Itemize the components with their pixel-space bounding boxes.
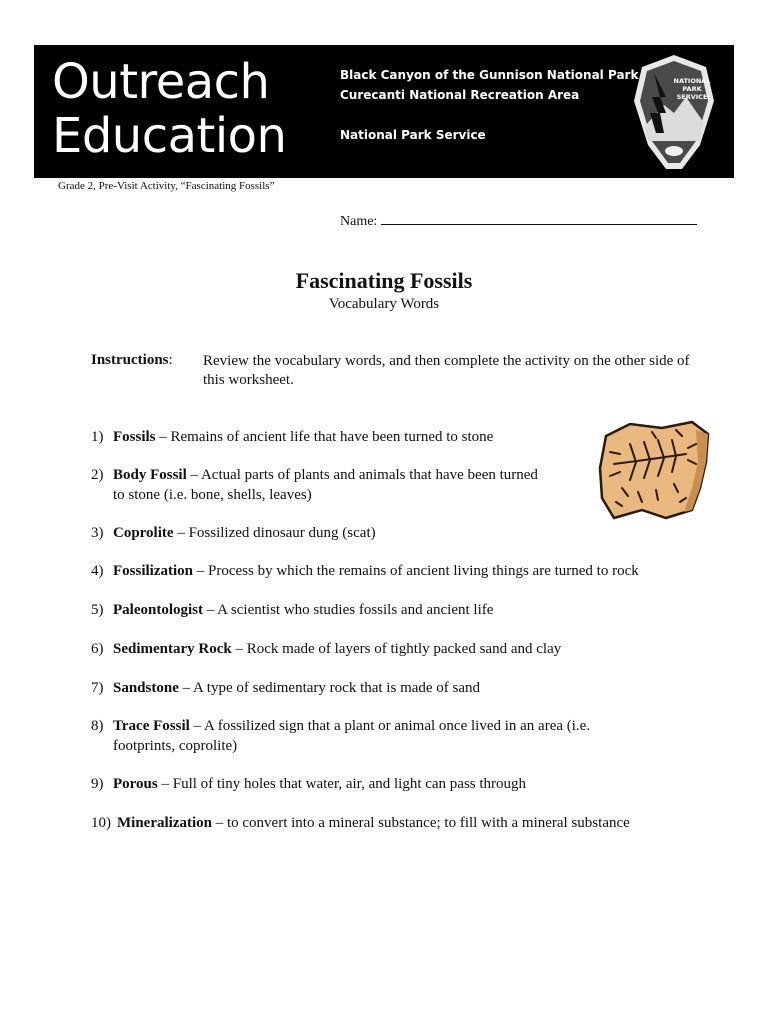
vocab-term: Body Fossil — [113, 467, 187, 483]
vocab-item: 6) Sedimentary Rock – Rock made of layers of tightly packed sand and clay — [91, 641, 562, 657]
recreation-area-name: Curecanti National Recreation Area — [340, 88, 580, 102]
vocab-definition: – A type of sedimentary rock that is made of sand — [178, 680, 481, 696]
vocab-definition-cont: footprints, coprolite) — [113, 738, 238, 754]
vocab-item: 4) Fossilization – Process by which the remains of ancient living things are turned to rock — [91, 563, 639, 579]
vocab-term: Fossils — [113, 429, 156, 445]
vocab-definition: – Full of tiny holes that water, air, and light can pass through — [157, 776, 527, 792]
vocab-term: Porous — [113, 776, 158, 792]
banner-title-line1: Outreach — [52, 54, 270, 110]
vocab-term: Trace Fossil — [113, 718, 190, 734]
name-field — [340, 212, 697, 230]
logo-text-service: SERVICE — [676, 93, 708, 101]
vocab-definition: – to convert into a mineral substance; to fill with a mineral substance — [211, 815, 630, 831]
vocab-term: Mineralization — [117, 815, 212, 831]
activity-header: Grade 2, Pre-Visit Activity, “Fascinating Fossils” — [58, 180, 275, 192]
logo-text-national: NATIONAL — [673, 77, 711, 85]
banner-title — [52, 55, 286, 163]
vocab-term: Sandstone — [113, 680, 179, 696]
vocab-term: Sedimentary Rock — [113, 641, 232, 657]
vocab-item: 1) Fossils – Remains of ancient life that have been turned to stone — [91, 429, 494, 445]
vocab-definition-cont: to stone (i.e. bone, shells, leaves) — [113, 487, 312, 503]
nps-arrowhead-logo — [630, 53, 718, 171]
instructions-label: Instructions: — [91, 352, 173, 368]
vocab-definition: – Remains of ancient life that have been turned to stone — [155, 429, 494, 445]
vocab-item: 9) Porous – Full of tiny holes that water, air, and light can pass through — [91, 776, 527, 792]
agency-name: National Park Service — [340, 128, 486, 142]
vocab-definition: – Actual parts of plants and animals that have been turned — [186, 467, 538, 483]
park-name: Black Canyon of the Gunnison National Park — [340, 68, 639, 82]
name-label: Name: — [340, 214, 378, 229]
outreach-banner — [34, 45, 734, 178]
vocab-item: 5) Paleontologist – A scientist who studies fossils and ancient life — [91, 602, 494, 618]
vocab-definition: – Fossilized dinosaur dung (scat) — [173, 525, 376, 541]
vocab-definition: – A fossilized sign that a plant or animal once lived in an area (i.e. — [189, 718, 591, 734]
page-subtitle: Vocabulary Words — [328, 296, 440, 312]
vocab-term: Fossilization — [113, 563, 194, 579]
vocab-item: 2) Body Fossil – Actual parts of plants and animals that have been turned to stone (i.e. bone, shells, leaves) — [91, 467, 538, 503]
vocab-item: 10) Mineralization – to convert into a mineral substance; to fill with a mineral substance — [91, 815, 630, 831]
instructions-text: Review the vocabulary words, and then complete the activity on the other side of this worksheet. — [203, 353, 690, 388]
vocab-definition: – Rock made of layers of tightly packed sand and clay — [231, 641, 562, 657]
banner-park-info — [340, 65, 638, 145]
vocab-item: 7) Sandstone – A type of sedimentary rock that is made of sand — [91, 680, 481, 696]
vocab-term: Coprolite — [113, 525, 174, 541]
vocab-item: 8) Trace Fossil – A fossilized sign that a plant or animal once lived in an area (i.e. footprints, coprolite) — [91, 718, 591, 754]
name-blank-line — [381, 212, 697, 225]
page-title: Fascinating Fossils — [295, 268, 473, 293]
vocab-definition: – A scientist who studies fossils and ancient life — [203, 602, 494, 618]
vocab-term: Paleontologist — [113, 602, 203, 618]
banner-title-line2: Education — [52, 108, 287, 164]
vocab-definition: – Process by which the remains of ancient living things are turned to rock — [193, 563, 639, 579]
vocab-item: 3) Coprolite – Fossilized dinosaur dung (scat) — [91, 525, 376, 541]
logo-text-park: PARK — [682, 85, 702, 93]
fossil-rock-icon — [596, 418, 714, 522]
